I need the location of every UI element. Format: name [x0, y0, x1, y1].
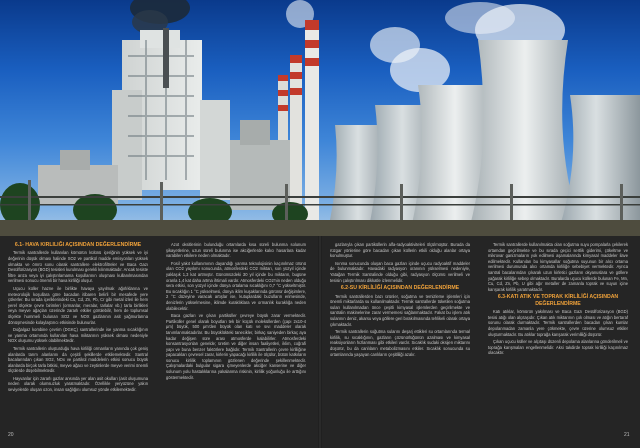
- paragraph: Çıkan uçucu küller ve alçıtaşı düzenli depolama alanlarına gönderilmeli ve toprağa karışmaları engellenmelidir. Aksi takdirde toprak kirliliği kaçınılmaz olacaktır.: [488, 339, 628, 356]
- paragraph: Termik santrallerin oluşturduğu hava kirliliği ormanların yanında çok geniş alanlarda tarım alanlarını da çeşitli şekillerde etkilemektedir. Santral bacalarından çıkan SO2, NOx ve partikül maddelerin etkisi sonucu büyük alanlarda birçok tarla bitkisi, meyve ağacı ve zeytinlerde meyve verimi önemli ölçülerde düşebilmektedir.: [8, 345, 148, 374]
- paragraph: Termik santrallerde kullanılmakta olan soğutma suyu pompalarla çekilerek ortamdan geçirilmekte ve bu sırada geçici sertlik giderimi, çökeltme ve mikrovar ganizmaların yok edilmesi aşamalarında kimyasal maddeler ilave edilmektedir. Kullanılan bu kimyasallar soğutma suyunun bir alıcı ortama verilmesi durumunda alıcı ortamda kirliliğe sebebiyet vermektedir. Ayrıca santral bacalarından çıkarak uzun kirletici gazların okyanuslara ve göllere yağarak kirliliğe sebep olmaktadır. Buralarda uçucu küllerde bulunan Fe, Mn, Cu, Cd, Zn, Pb, U gibi ağır metaller de zamanla toprak ve suyun içine karışarak kirlilik yaratmaktadır.: [488, 242, 628, 292]
- paragraph: Termik santrallerde kullanılan kömürün külünü içeriğinin yüksek ve iyi değerinin düşük olması halinde SO2 ve partikül madde emisyonları yüksek olmakta ve ömrü sonu olarak santrallere elektrofiltreler ve Baca Gazı Desülfürizasyon (BGD) tesisleri kurulması gerekli kılınmaktadır. Ancak tesiste filtre arıza veya iyi çalıştırılamama koşullarının oluşması kullanılmasından verilmesi sonucu önemli bir hava kirliliği oluşur.: [8, 250, 148, 284]
- left-page-column-2: [166, 242, 306, 382]
- page-number-right: 21: [624, 432, 630, 438]
- paragraph: gazlarıyla çıkan partiküllerin alfa-radyoaktiviteleri ölçülmüştür. Burada da rüzgar yönlerine göre bacadan çıkan küllerin etkili olduğu alanlar ortaya konulmuştur.: [330, 242, 470, 259]
- paragraph: Baca gazları ve çıkan partiküller çevreye büyük zarar vermektedir. Partiküller genel olarak boyutları tek bir küçük moleküllerden (çapı 2x10-4 μm) büyük, 500 μm'den büyük olan katı ve sıvı maddeler olarak tanımlanmaktadırlar. Bu büyüklükteki tanecikler, birkaç saniyeden birkaç aya kadar değişen süre arası atmosferde kalabilirler. Atmosferdeki konsantrasyonları genelde; üretim ve diğer insan faaliyetleri, iklim, coğrafi yapı ve buna benzer faktörlere bağlıdır. Termik Santrallerin çevre kirliliğine yapacakları çevresel zarar, kirlerin yapacağı kirlilik ile ölçülür, bütün katkıların sonucu kirlilik toplamının gözlenen değerinde şekillenmektedir. Çalışmalardaki bulgular sigara içmeyenlerde akciğer kanserine ve diğer solunum yolu hastalıklarına yakalanma riskinin, kirlilik yoğunluğu ile arttığını göstermektedir.: [166, 313, 306, 380]
- paragraph: Azot oksitlerinin bulunduğu ortamlarda kısa süreli bulunma solunum şikayetlerine, uzun süreli bulunma ise akciğerlerde kalıcı hasarlara kadar varabilen etkilere neden olmaktadır.: [166, 242, 306, 259]
- section-heading-water-pollution: 6.2-SU KİRLİLİĞİ AÇISINDAN DEĞERLENDİRME: [340, 285, 460, 292]
- paragraph: Hayvanlar için zararlı gazlar ansında yer alan asit okulları (asit oluşumuna neden olarak olumsuzluk yaratmaktadır. Özellikle yeryüzüne yakın seviyelerde oluşan ozon, insan sağlığını olumsuz yönde etkilemektedir.: [8, 375, 148, 393]
- right-page-column-2: [488, 242, 628, 358]
- paragraph: Fosil yakıt kullanımının dayandığı yanma teknolojisinin kaçınılmaz ürünü olan CO2 yayılımı sonucunda, atmosferdeki CO2 miktarı, son yüzyıl içinde yaklaşık 1,3 kat artmıştır. Günümüzdeki 30 yıl içinde bu miktarın, bugüne oranla 1,4 kat daha artma ihtimali vardır. Atmosferdeki CO2'nin neden olduğu sera etkisi, son yüzyıl içinde dünya ortalama sıcaklığını 0,7 °C yükseltmiştir. Bu sıcaklığın 1 °C yükselmesi, dünya iklim kuşaklarında görünür değişimlere, 2 °C düzeyine varacak artışlar ise, kutuplardaki buzulların erimesinde, denizlerin yükselmesine, iklimde kuraklıklara ve ormanlık kuraklığa neden olabilecektir.: [166, 260, 306, 311]
- left-page-column-1: [8, 242, 148, 395]
- text-spread: [0, 236, 640, 448]
- paragraph: Termik santrallerin soğutma sularını deşarj ettikleri su ortamlarında termal kirlilik, su sıcaklığının, gazların çözünürlüğünün azalması ve kimyasal reaksiyonların hızlanması gibi etkileri vardır. Sıcaklık sudaki oksijen miktarını düşürür, bu da canlıların metabolizmasını etkiler. Sıcaklık sonucunda su ortamlarında yaşayan canlıların çeşitliliği azalır.: [330, 329, 470, 357]
- paragraph: Katı atıklar, kömürün yakılması ve Baca Gazı Desülfürizasyon (BGD) tesisi atığı olan alçıtaşıdır. Çıkan atık miktarının çok olması ve atığın bertaraf sorunu olarak durmaktadır. Termik santrallerden bacadan çıkan kumlar depolanmadan zamanla yere çökmekte, çevre üzerine olumsuz etkiler oluşturmaktadır. Bu atıklar toprağa karışarak verimliliği düşürür.: [488, 309, 628, 337]
- paragraph: Isınma sonucunda oluşan baca gazları içinde uçucu radyoaktif maddeler de bulunmaktadır. Havadaki radyasyon oranının yükselmesi nedeniyle, Yatağan Termik Santralinde olduğu gibi, radyasyon ölçümü verilmeli ve tesisin çalıştırılması dikkatle izlenmelidir.: [330, 260, 470, 283]
- right-page-column-1: [330, 242, 470, 359]
- page-gutter: [318, 236, 322, 448]
- paragraph: Uçucu küller hazne ile birlikte havaya yayılmak ağırlıklarına ve meteorolojik koşullara göre bacadan itibaren belirli bir mesafede yere çökerler. Bu sırada içeriklerindeki Cu, Cd, Zn, Pb, Cr gibi metal izleri ile hem yerel ölçekte çevre birimleri (ormanlar, meralar, tarlalar vb.) tarla birlikleri veya meyve ağaçları üzerinde zararlı etkiler görülebilir, hem de toplumsal ölçekte hummeli bulunan SO2 ve NOX gazlarının asit yağmurlarına dönüşmesinde kolaylaştırıcı etkisinde bulunurlar.: [8, 285, 148, 325]
- section-heading-air-pollution: 6.1- HAVA KIRLILIĞI AÇISINDAN DEĞERLENDİRME: [14, 242, 142, 248]
- paragraph: Doğalgaz kombine çevrim (DGKÇ) santrallerinde ise yanma sıcaklığının ve yanma ortamında kullanılan hava miktarının yüksek olması nedeniyle NOX oluşumu yüksek olabilmektedir.: [8, 327, 148, 344]
- paragraph: Termik santrallerden bazı ürünler, soğutma ve temizleme işlemleri için önemli miktarlarda su kullanılmaktadır. Termik santrallerde tüketilen soğutma suları kullanılmadan önce çeşitli kimyasal işlemlerden geçirilmekte ve santralin makinelerine zarar vermemesi sağlanmaktadır. Fakat bu işlem atık sularının deniz, akarsu veya göllere geri bırakılmasında tehlikeli olarak ortaya çıkmaktadır.: [330, 293, 470, 327]
- page-number-left: 20: [8, 432, 14, 438]
- section-heading-solid-waste: 6.3-KATI ATIK VE TOPRAK KİRLİLİĞİ AÇISINDAN DEĞERLENDİRME: [497, 294, 619, 307]
